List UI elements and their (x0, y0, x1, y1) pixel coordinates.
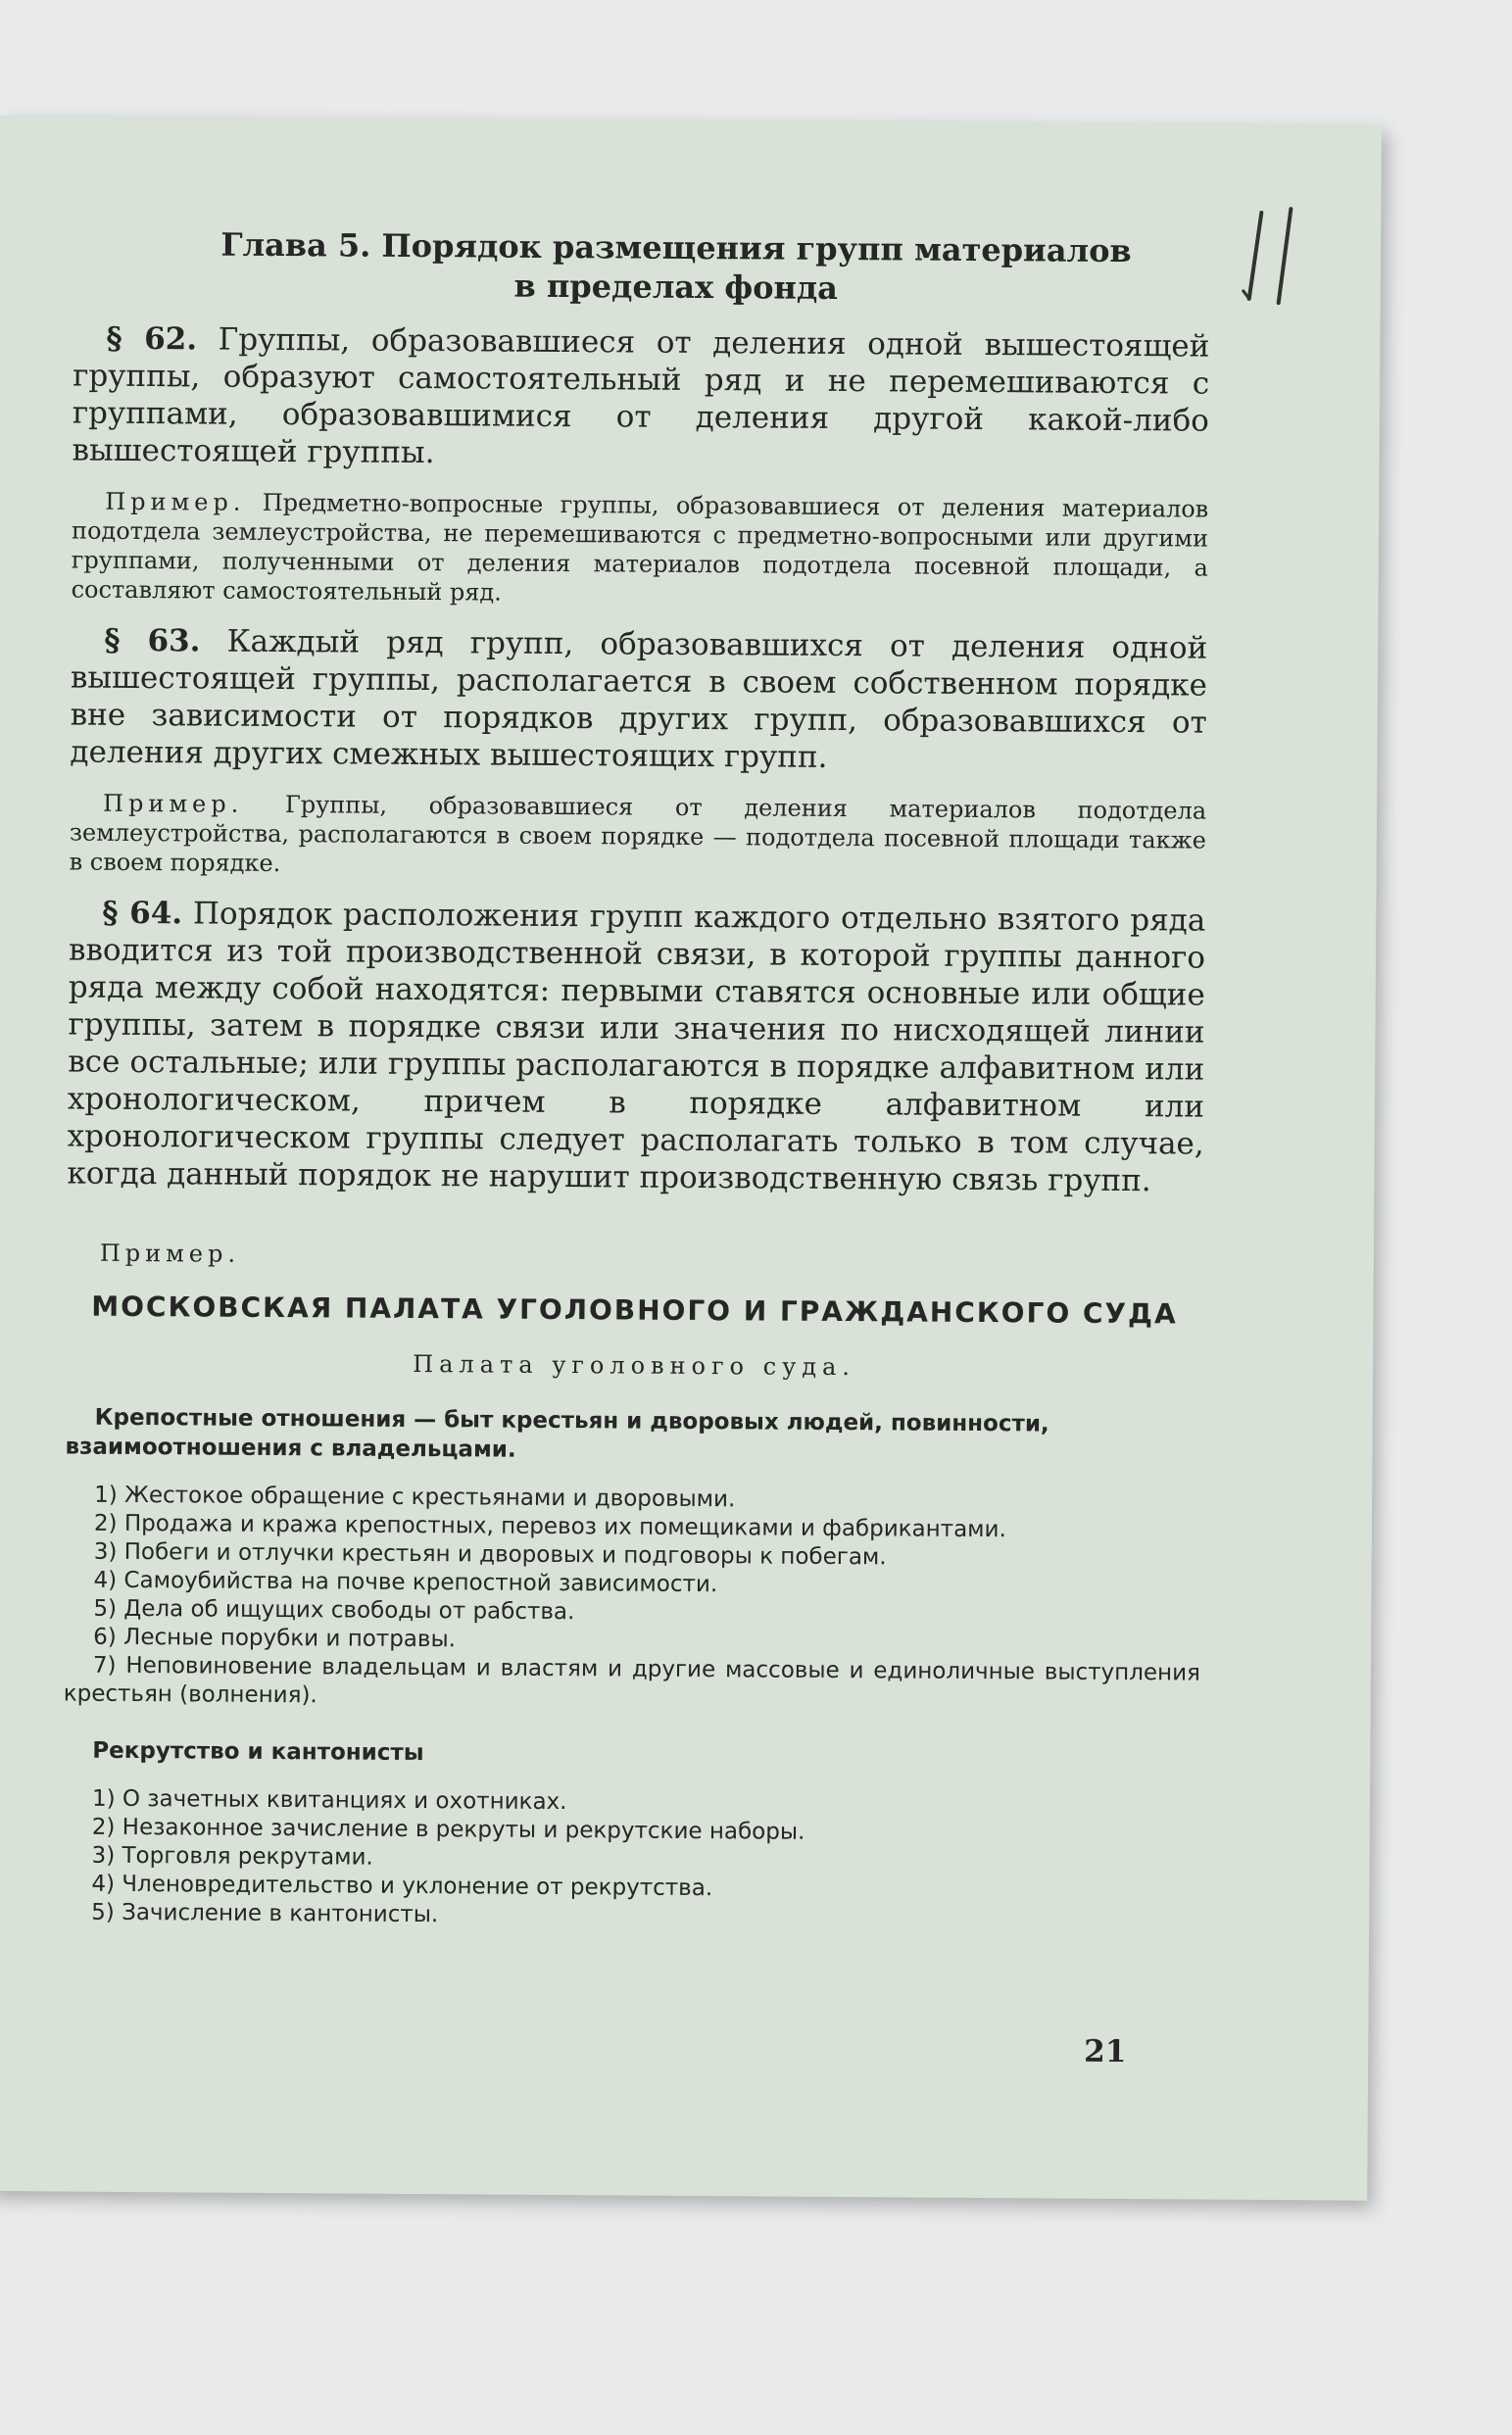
chapter-title (142, 224, 1211, 311)
recruitment-list (62, 1784, 1199, 1934)
court-title: МОСКОВСКАЯ ПАЛАТА УГОЛОВНОГО И ГРАЖДАНСКОГО СУДА (91, 1290, 1178, 1331)
handwritten-page-mark (1242, 201, 1313, 309)
page-number: 21 (1084, 2033, 1127, 2070)
section-heading-recruitment: Рекрутство и кантонисты (92, 1737, 424, 1767)
document-page (0, 116, 1382, 2201)
example-text: Группы, образовавшиеся от деления материалов подотдела землеустройства, располагаются в своем порядке — подотдела посевной площади также в своем порядке. (69, 791, 1207, 878)
paragraph-number: § 62. (106, 320, 198, 358)
list-item: 1) О зачетных квитанциях и охотниках. (91, 1785, 567, 1816)
list-item: 3) Торговля рекрутами. (91, 1842, 373, 1871)
example-label: Пример. (103, 789, 244, 818)
chapter-title-line1: Глава 5. Порядок размещения групп материалов (220, 225, 1132, 270)
paragraph-62 (72, 320, 1209, 477)
section-heading-serfdom: Крепостные отношения — быт крестьян и дворовых людей, повинности, взаимоотношения с владельцами. (65, 1404, 1049, 1463)
example-text: Предметно-вопросные группы, образовавшиеся от деления материалов подотдела землеустройства, не перемешиваются с предметно-вопросными или другими группами, полученными от деления материалов подотдела посевной площади, а составляют самостоятельный ряд. (71, 488, 1209, 607)
list-item: 4) Членовредительство и уклонение от рекрутства. (91, 1871, 713, 1902)
list-item: 5) Дела об ищущих свободы от рабства. (93, 1595, 575, 1626)
list-item: 2) Продажа и кража крепостных, перевоз их помещиками и фабрикантами. (93, 1510, 1006, 1543)
paragraph-text: Каждый ряд групп, образовавшихся от деления одной вышестоящей группы, располагается в своем собственном порядке вне зависимости от порядков других групп, образовавшихся от деления других смежных вышестоящих групп. (70, 623, 1208, 775)
list-item: 6) Лесные порубки и потравы. (93, 1624, 457, 1653)
chamber-title: Палата уголовного суда. (413, 1349, 856, 1382)
example-block-label: Пример. (99, 1239, 241, 1268)
paragraph-64 (67, 895, 1205, 1200)
list-item: 7) Неповиновение владельцам и властям и другие массовые и единоличные выступления крестьян (волнения). (63, 1652, 1201, 1709)
list-item: 1) Жестокое обращение с крестьянами и дворовыми. (94, 1482, 736, 1513)
list-item: 5) Зачисление в кантонисты. (91, 1899, 439, 1928)
serfdom-list (64, 1481, 1202, 1716)
paragraph-number: § 63. (104, 622, 201, 659)
example-63 (70, 789, 1207, 885)
example-62 (72, 487, 1209, 612)
example-label: Пример. (105, 487, 246, 516)
paragraph-63 (70, 622, 1207, 779)
list-item: 3) Побеги и отлучки крестьян и дворовых и подговоры к побегам. (93, 1538, 887, 1571)
paragraph-text: Порядок расположения групп каждого отдельно взятого ряда вводится из той производственной связи, в которой группы данного ряда между собой находятся: первыми ставятся основные или общие группы, затем в порядке связи или значения по нисходящей линии все остальные; или группы располагаются в порядке алфавитном или хронологическом, причем в порядке алфавитном или хронологическом группы следует располагать только в том случае, когда данный порядок не нарушит производственную связь групп. (67, 896, 1206, 1199)
paragraph-text: Группы, образовавшиеся от деления одной вышестоящей группы, образуют самостоятельный ряд и не перемешиваются с группами, образовавшимися от деления другой какой-либо вышестоящей группы. (72, 321, 1210, 471)
page-content (62, 224, 1210, 1935)
chapter-title-line2: в пределах фонда (513, 267, 839, 307)
paragraph-number: § 64. (102, 895, 183, 932)
list-item: 2) Незаконное зачисление в рекруты и рекрутские наборы. (91, 1814, 805, 1845)
list-item: 4) Самоубийства на почве крепостной зависимости. (93, 1567, 718, 1598)
